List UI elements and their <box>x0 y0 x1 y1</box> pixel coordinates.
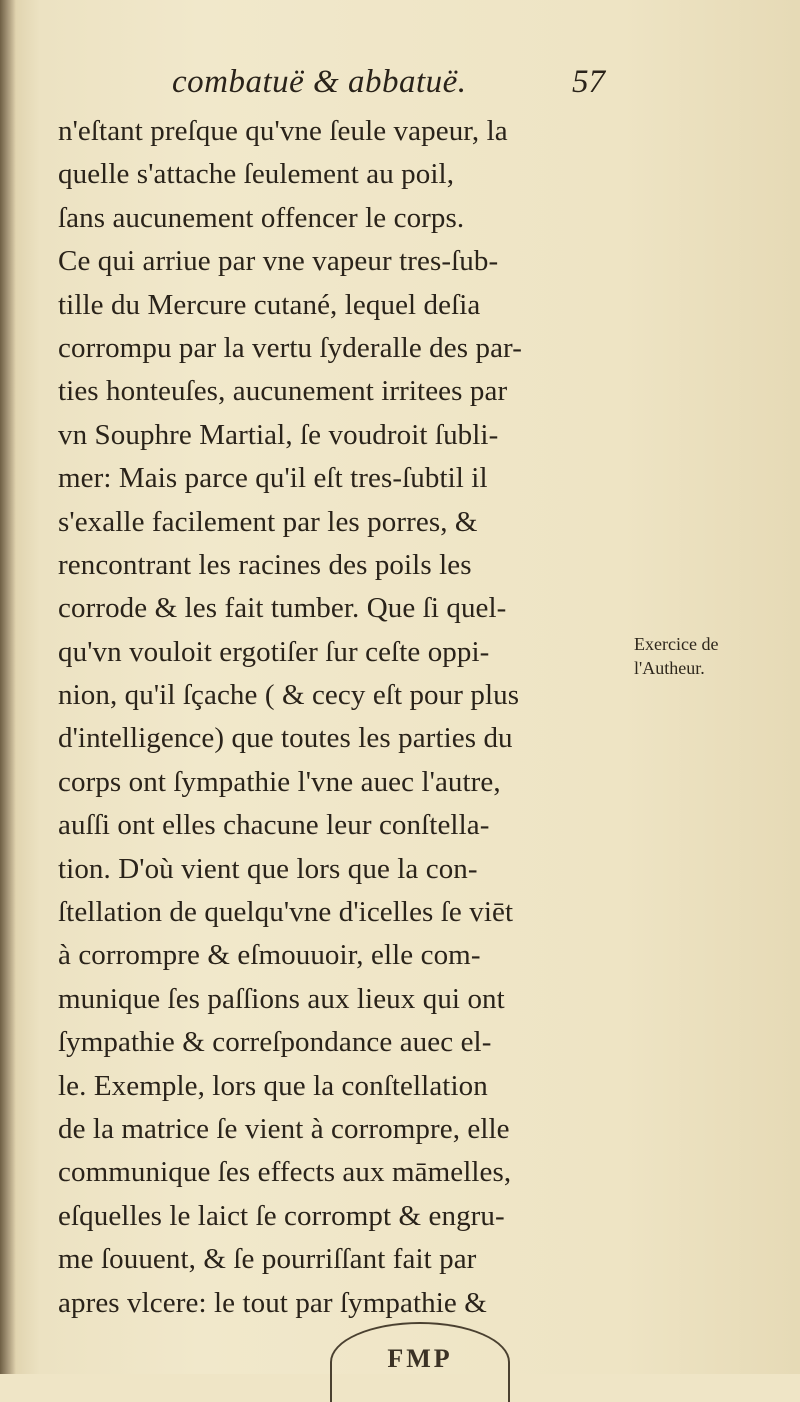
text-line: auſſi ont elles chacune leur conſtella- <box>58 809 490 842</box>
text-line: corps ont ſympathie l'vne auec l'autre, <box>58 765 501 798</box>
text-line: tion. D'où vient que lors que la con- <box>58 852 478 885</box>
text-line: ſympathie & correſpondance auec el- <box>58 1026 492 1059</box>
marginal-note <box>634 632 784 680</box>
text-line: me ſouuent, & ſe pourriſſant fait par <box>58 1243 477 1276</box>
text-line: s'exalle facilement par les porres, & <box>58 505 478 538</box>
text-line: tille du Mercure cutané, lequel deſia <box>58 288 481 321</box>
text-line: n'eſtant preſque qu'vne ſeule vapeur, la <box>58 115 508 147</box>
text-line: munique ſes paſſions aux lieux qui ont <box>58 982 505 1015</box>
text-line: vn Souphre Martial, ſe voudroit ſubli- <box>58 418 499 451</box>
library-stamp <box>330 1322 510 1402</box>
text-line: de la matrice ſe vient à corrompre, elle <box>58 1112 510 1145</box>
text-line: ſtellation de quelqu'vne d'icelles ſe viēt <box>58 896 514 929</box>
text-line: le. Exemple, lors que la conſtellation <box>58 1069 488 1102</box>
text-line: nion, qu'il ſçache ( & cecy eſt pour plus <box>58 679 520 712</box>
text-line: corrompu par la vertu ſyderalle des par- <box>58 331 522 364</box>
text-line: d'intelligence) que toutes les parties du <box>58 722 513 755</box>
text-line: communique ſes effects aux māmelles, <box>58 1156 512 1189</box>
text-line: ſans aucunement offencer le corps. <box>58 201 465 234</box>
text-line: Ce qui arriue par vne vapeur tres-ſub- <box>58 245 499 278</box>
page-number: 57 <box>572 64 605 100</box>
body-text <box>58 110 628 1325</box>
text-line: rencontrant les racines des poils les <box>58 548 472 581</box>
running-title: combatuë & abbatuë. <box>172 64 467 100</box>
page-header <box>0 58 800 108</box>
text-line: à corrompre & eſmouuoir, elle com- <box>58 939 481 972</box>
text-line: corrode & les fait tumber. Que ſi quel- <box>58 592 507 625</box>
marginal-note-line: Exercice de <box>634 634 719 654</box>
text-line: ties honteuſes, aucunement irritees par <box>58 375 508 408</box>
text-line: qu'vn vouloit ergotiſer ſur ceſte oppi- <box>58 635 490 668</box>
library-stamp-text: FMP <box>387 1344 453 1373</box>
marginal-note-line: l'Autheur. <box>634 658 705 678</box>
text-line: apres vlcere: le tout par ſympathie & <box>58 1286 487 1319</box>
binding-gutter <box>0 0 16 1374</box>
text-line: mer: Mais parce qu'il eſt tres-ſubtil il <box>58 462 488 495</box>
text-line: eſquelles le laict ſe corrompt & engru- <box>58 1199 505 1232</box>
text-line: quelle s'attache ſeulement au poil, <box>58 158 455 191</box>
